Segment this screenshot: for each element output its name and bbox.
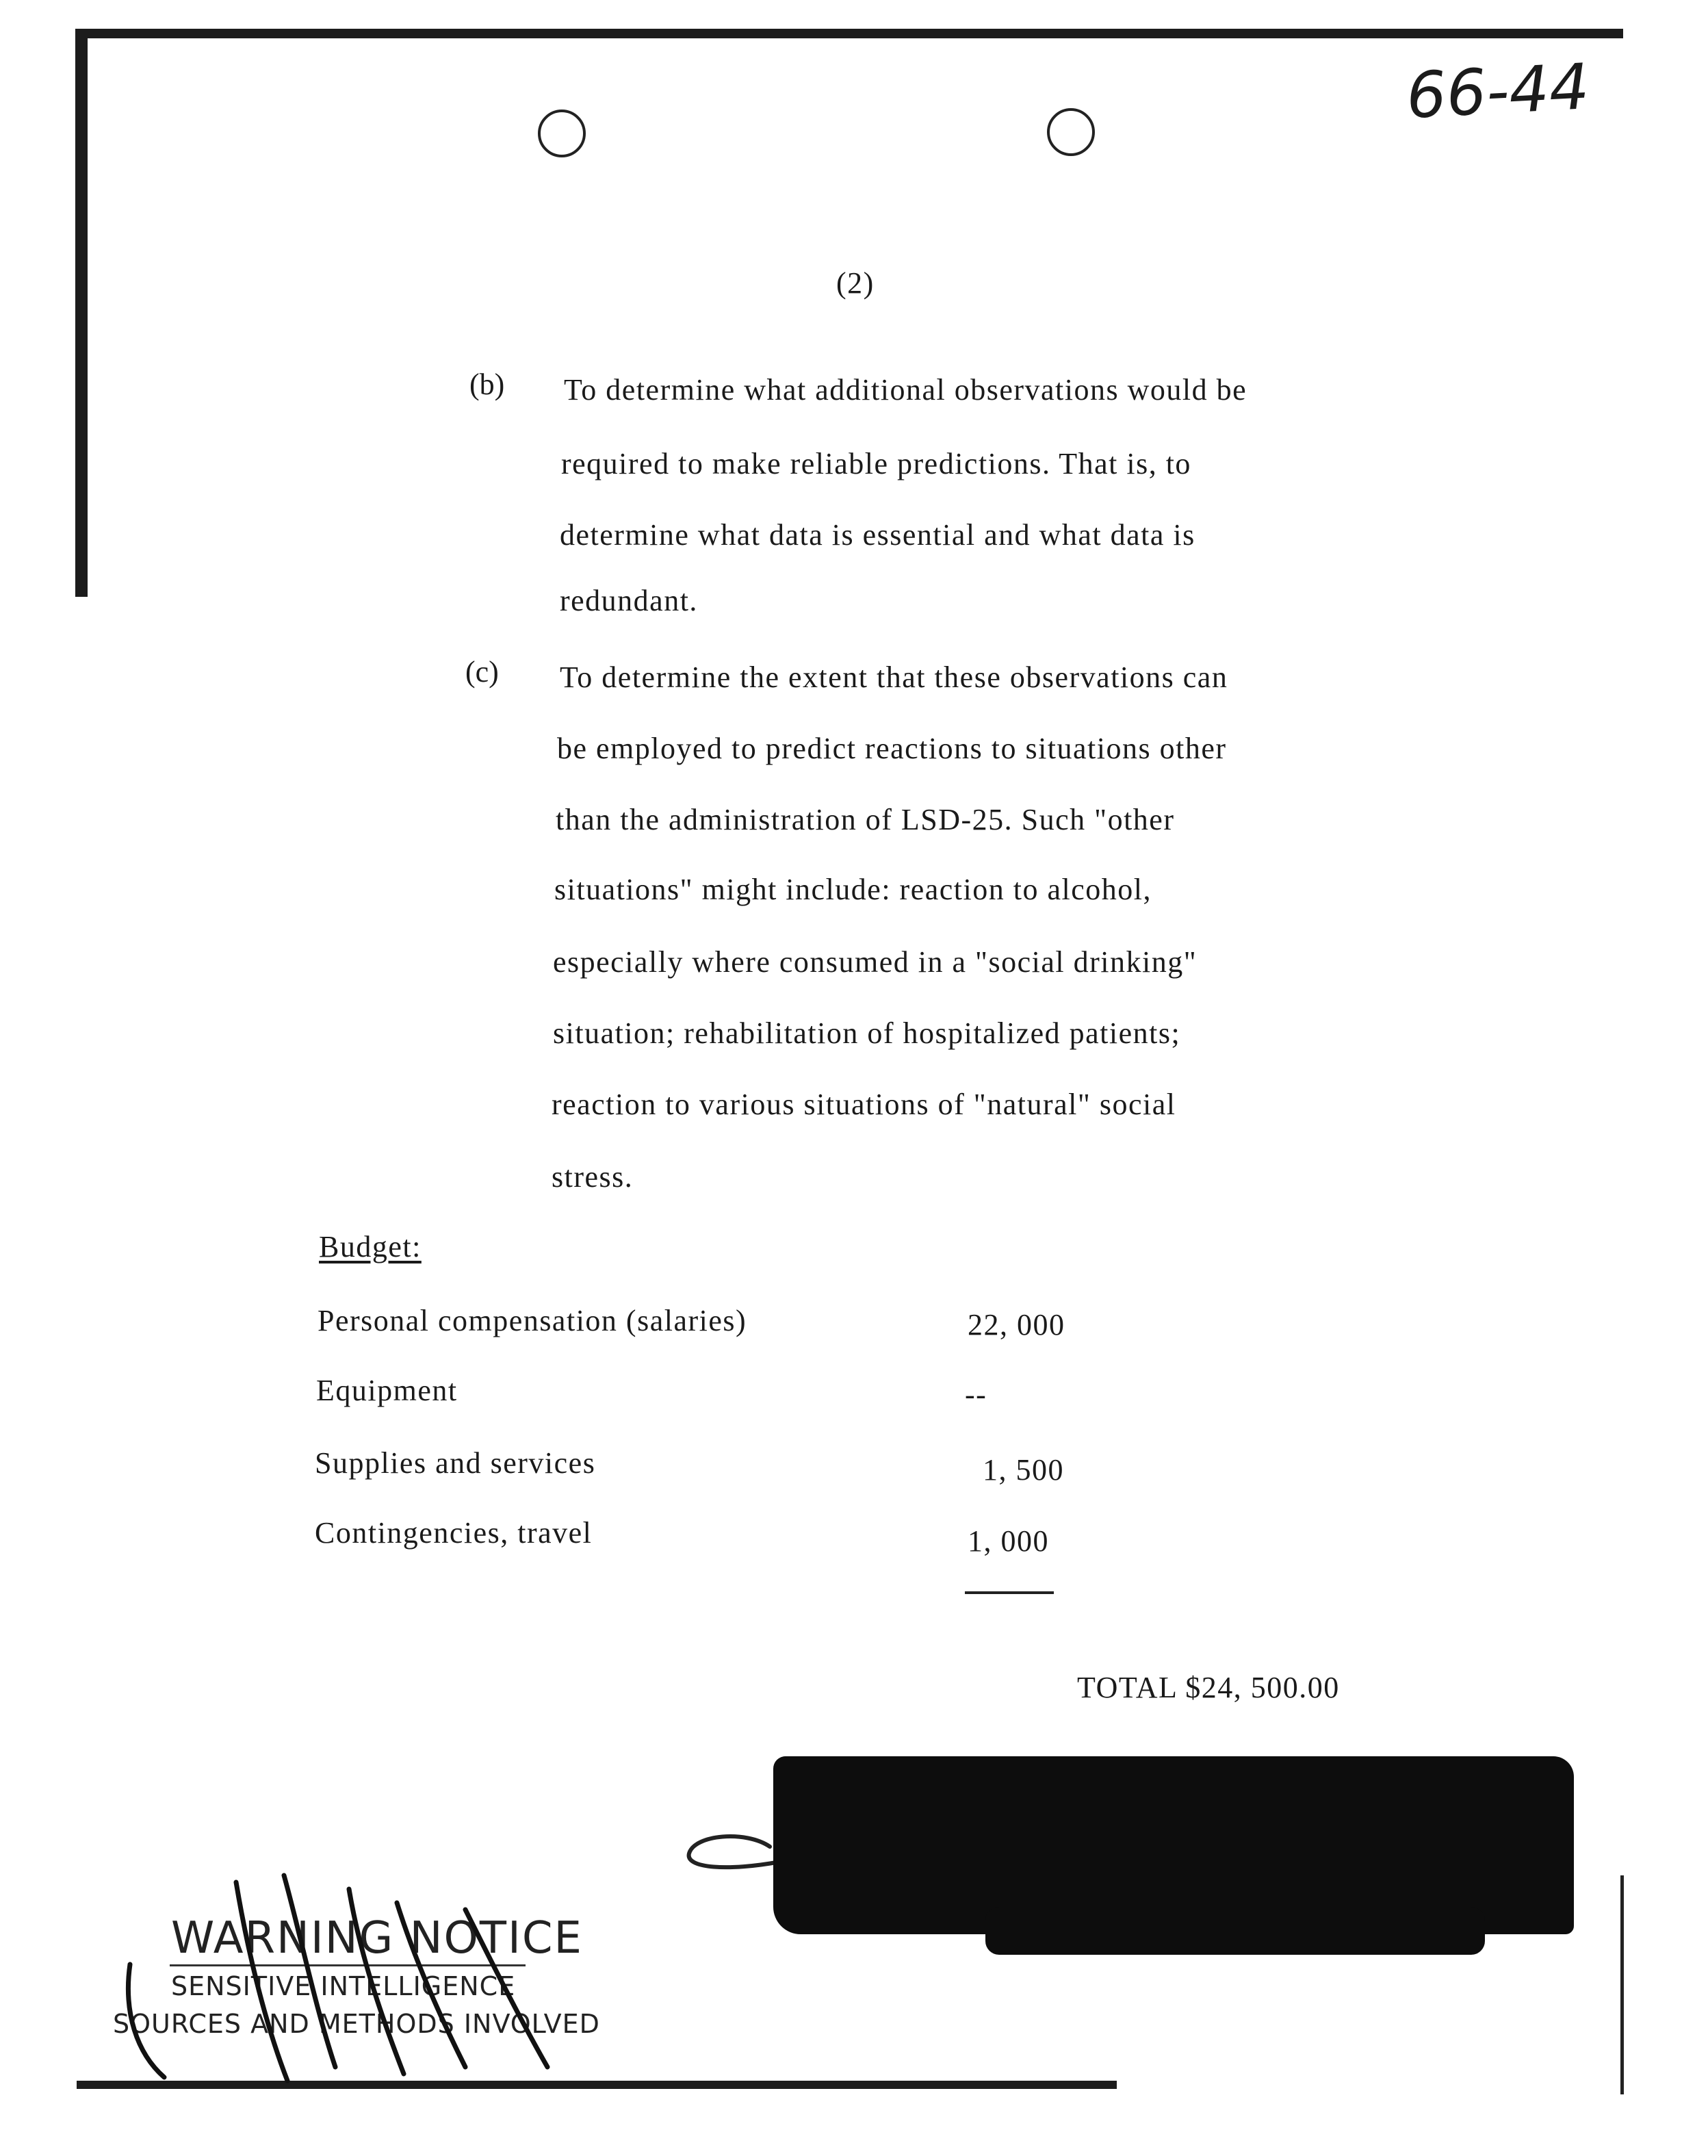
item-c-line-5: especially where consumed in a "social drinking" xyxy=(553,945,1198,979)
warning-notice-title: WARNING NOTICE xyxy=(171,1913,583,1964)
redaction-block xyxy=(985,1907,1485,1955)
item-b-line-2: required to make reliable predictions. That is, to xyxy=(561,447,1191,480)
item-c-line-6: situation; rehabilitation of hospitalized patients; xyxy=(553,1016,1181,1050)
item-c-line-8: stress. xyxy=(552,1160,634,1194)
item-b-line-4: redundant. xyxy=(560,584,698,617)
warning-notice-line-3: SOURCES AND METHODS INVOLVED xyxy=(113,2009,600,2039)
stamp-strikeout-marks xyxy=(109,1862,588,2088)
budget-row-item: Contingencies, travel xyxy=(315,1516,593,1550)
scan-border-right xyxy=(1620,1875,1624,2094)
budget-row-amount: 22, 000 xyxy=(968,1308,1065,1342)
item-c-line-2: be employed to predict reactions to situations other xyxy=(557,732,1227,765)
item-c-line-7: reaction to various situations of "natural" social xyxy=(552,1088,1176,1121)
item-b-line-1: To determine what additional observations would be xyxy=(564,373,1247,407)
item-c-line-4: situations" might include: reaction to alcohol, xyxy=(554,873,1152,906)
sum-rule xyxy=(965,1591,1054,1594)
scan-border-left xyxy=(75,29,88,597)
item-c-line-3: than the administration of LSD-25. Such "other xyxy=(556,803,1175,836)
item-b-label: (b) xyxy=(469,368,505,401)
budget-row-item: Equipment xyxy=(316,1374,458,1407)
item-b-line-3: determine what data is essential and what data is xyxy=(560,518,1195,552)
budget-row-amount: 1, 000 xyxy=(968,1524,1049,1558)
punch-hole-left xyxy=(538,110,586,157)
budget-row-item: Supplies and services xyxy=(315,1446,596,1480)
handwritten-mark xyxy=(681,1826,784,1874)
page-number: (2) xyxy=(836,266,875,300)
scan-border-top xyxy=(75,29,1623,38)
budget-total: TOTAL $24, 500.00 xyxy=(1077,1671,1340,1704)
item-c-label: (c) xyxy=(465,655,499,689)
budget-row-amount: 1, 500 xyxy=(983,1453,1064,1487)
budget-heading: Budget: xyxy=(319,1230,422,1263)
warning-notice-line-2: SENSITIVE INTELLIGENCE xyxy=(171,1971,516,2001)
handwritten-doc-number: 66-44 xyxy=(1404,50,1591,133)
item-c-line-1: To determine the extent that these observations can xyxy=(560,660,1228,694)
budget-row-amount: -- xyxy=(965,1378,987,1411)
budget-row-item: Personal compensation (salaries) xyxy=(318,1304,747,1337)
punch-hole-right xyxy=(1047,108,1095,156)
